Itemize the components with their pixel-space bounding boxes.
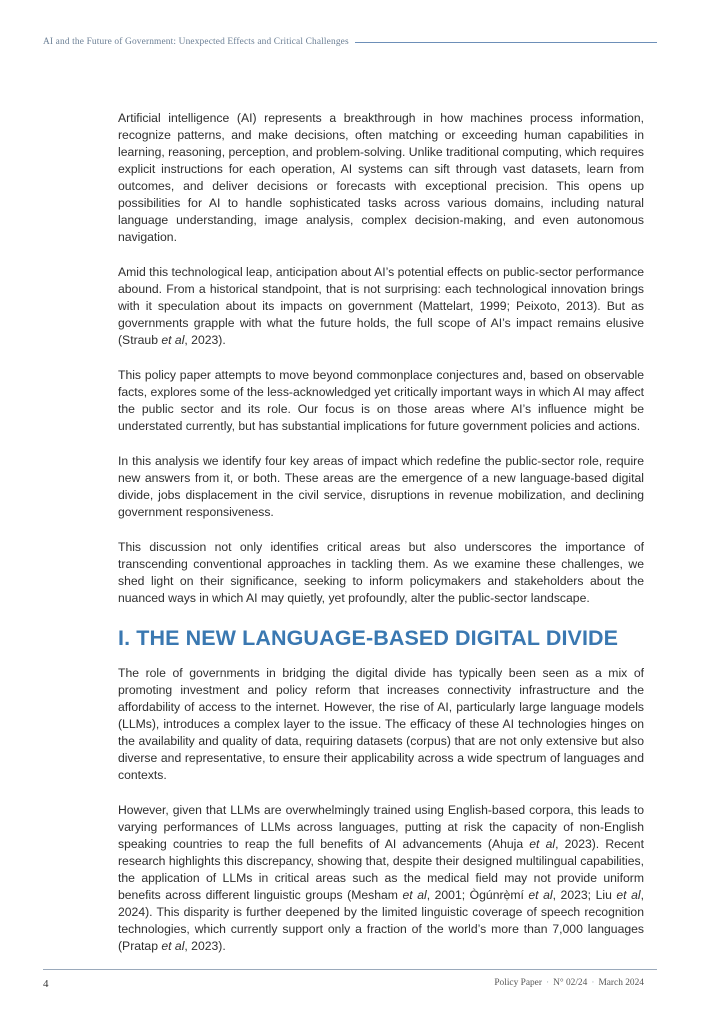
page-number: 4	[43, 978, 49, 990]
series-label: Policy Paper	[494, 978, 542, 988]
footer-separator: ·	[545, 978, 550, 988]
intro-paragraph-2: Amid this technological leap, anticipation about AI’s potential effects on public-sector performance abound. From a historical standpoint, that is not surprising: each technological innovation brings with it speculation about its impacts on government (Mattelart, 1999; Peixoto, 2013). But as governments grapple with what the future holds, the full scope of AI’s impact remains elusive (Straub et al, 2023).	[118, 265, 644, 347]
footer-rule	[43, 969, 657, 970]
intro-paragraph-1: Artificial intelligence (AI) represents a breakthrough in how machines process information, recognize patterns, and make decisions, often matching or exceeding human capabilities in learning, reasoning, perception, and problem-solving. Unlike traditional computing, which requires explicit instructions for each operation, AI systems can sift through vast datasets, learn from outcomes, and deliver decisions or forecasts with exceptional precision. This opens up possibilities for AI to handle sophisticated tasks across various domains, including natural language understanding, image analysis, complex decision-making, and even autonomous navigation.	[118, 111, 644, 244]
intro-paragraph-4: In this analysis we identify four key areas of impact which redefine the public-sector role, require new answers from it, or both. These areas are the emergence of a new language-based digital divide, jobs displacement in the civil service, disruptions in revenue mobilization, and declining government responsiveness.	[118, 454, 644, 519]
footer-meta	[494, 978, 644, 988]
section-paragraph-1: The role of governments in bridging the digital divide has typically been seen as a mix of promoting investment and policy reform that increases connectivity infrastructure and the affordability of access to the internet. However, the rise of AI, particularly large language models (LLMs), introduces a complex layer to the issue. The efficacy of these AI technologies hinges on the availability and quality of data, requiring datasets (corpus) that are not only extensive but also diverse and representative, to ensure their applicability across a wide spectrum of languages and contexts.	[118, 666, 644, 782]
section-heading: I. THE NEW LANGUAGE-BASED DIGITAL DIVIDE	[118, 626, 619, 650]
footer-separator: ·	[591, 978, 595, 988]
intro-paragraph-3: This policy paper attempts to move beyond commonplace conjectures and, based on observable facts, explores some of the less-acknowledged yet critically important ways in which AI may affect the public sector and its role. Our focus is on those areas where AI’s influence might be understated currently, but has substantial implications for future government policies and actions.	[118, 368, 644, 433]
section-paragraph-2: However, given that LLMs are overwhelmingly trained using English-based corpora, this leads to varying performances of LLMs across languages, putting at risk the capacity of non-English speaking countries to reap the full benefits of AI advancements (Ahuja et al, 2023). Recent research highlights this discrepancy, showing that, despite their designed multilingual capabilities, the application of LLMs in critical areas such as the medical field may not provide uniform benefits across different linguistic groups (Mesham et al, 2001; Ògúnrẹ̀mí et al, 2023; Liu et al, 2024). This disparity is further deepened by the limited linguistic coverage of speech recognition technologies, which currently support only a fraction of the world’s more than 7,000 languages (Pratap et al, 2023).	[118, 803, 644, 953]
intro-paragraph-5: This discussion not only identifies critical areas but also underscores the importance of transcending conventional approaches in tackling them. As we examine these challenges, we shed light on their significance, seeking to inform policymakers and stakeholders about the nuanced ways in which AI may quietly, yet profoundly, alter the public-sector landscape.	[118, 540, 644, 605]
body-text	[118, 110, 644, 973]
running-title: AI and the Future of Government: Unexpected Effects and Critical Challenges	[43, 37, 349, 47]
header-rule	[355, 42, 657, 43]
issue-number: N° 02/24	[553, 978, 588, 988]
issue-date: March 2024	[598, 978, 644, 988]
running-header	[43, 37, 657, 47]
